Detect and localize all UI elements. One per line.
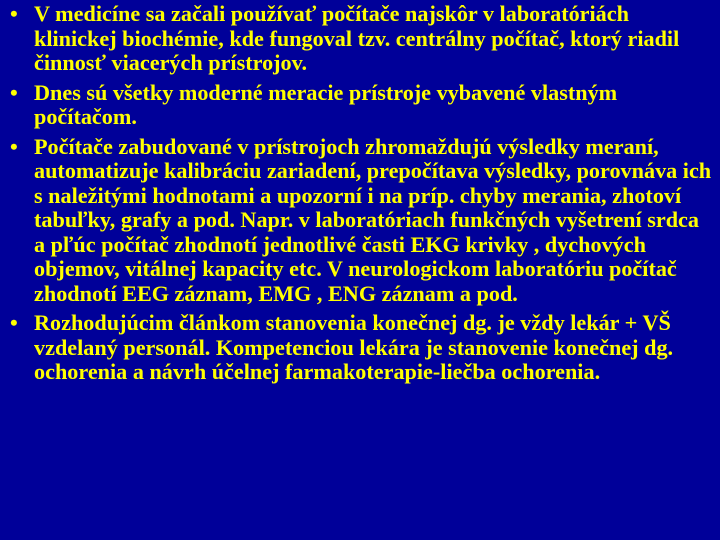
bullet-icon: • xyxy=(10,310,18,335)
bullet-list xyxy=(6,2,714,385)
bullet-item-modern-instruments xyxy=(6,81,714,130)
bullet-icon: • xyxy=(10,1,18,26)
bullet-item-computers-in-lab xyxy=(6,2,714,76)
bullet-text: Dnes sú všetky moderné meracie prístroje vybavené vlastným počítačom. xyxy=(34,79,618,129)
bullet-icon: • xyxy=(10,133,18,159)
bullet-icon: • xyxy=(10,79,18,105)
bullet-item-embedded-computers xyxy=(6,135,714,307)
bullet-text: V medicíne sa začali používať počítače najskôr v laboratóriách klinickej biochémie, kde fungoval tzv. centrálny počítač, ktorý riadil činnosť viacerých prístrojov. xyxy=(34,1,680,75)
bullet-item-final-diagnosis xyxy=(6,311,714,385)
bullet-text: Rozhodujúcim článkom stanovenia konečnej dg. je vždy lekár + VŠ vzdelaný personál. Kompetenciou lekára je stanovenie konečnej dg. ochorenia a návrh účelnej farmakoterapie-liečba ochorenia. xyxy=(34,310,674,384)
bullet-text: Počítače zabudované v prístrojoch zhromaždujú výsledky meraní, automatizuje kalibráciu zariadení, prepočítava výsledky, porovnáva ich s naležitými hodnotami a upozorní i na príp. chyby merania, zhotoví tabuľky, grafy a pod. Napr. v laboratóriach funkčných vyšetrení srdca a pľúc počítač zhodnotí jednotlivé časti EKG krivky , dychových objemov, vitálnej kapacity etc. V neurologickom laboratóriu počítač zhodnotí EEG záznam, EMG , ENG záznam a pod. xyxy=(34,133,712,306)
